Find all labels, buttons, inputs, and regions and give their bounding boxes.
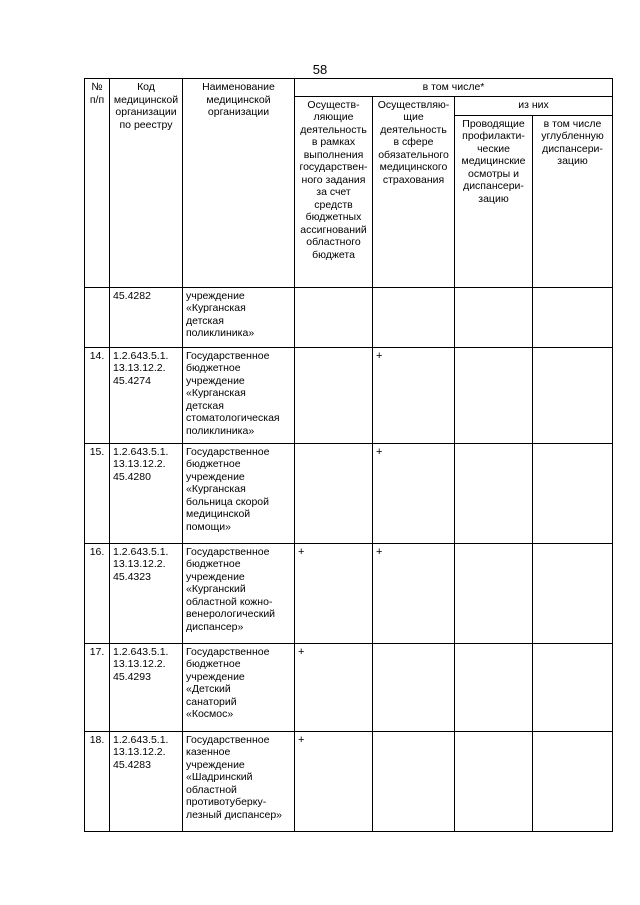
org-name-line: «Детский <box>186 683 231 695</box>
row-number: 17. <box>85 643 110 731</box>
row-number: 15. <box>85 443 110 543</box>
org-name <box>183 543 295 643</box>
org-code-line: 1.2.643.5.1. <box>113 545 169 558</box>
table-row <box>85 643 613 731</box>
preventive-mark <box>455 731 533 831</box>
row-number: 16. <box>85 543 110 643</box>
org-name <box>183 443 295 543</box>
org-code-line: 45.4282 <box>113 289 151 302</box>
org-name-line: учреждение <box>186 374 245 387</box>
oms-mark: + <box>373 347 455 443</box>
org-code-line: 45.4293 <box>113 670 151 683</box>
org-name-line: Государственное <box>186 445 270 458</box>
table-body <box>85 287 613 831</box>
org-code <box>110 643 183 731</box>
org-name-line: бюджетное <box>186 362 241 374</box>
budget-mark: + <box>295 731 373 831</box>
org-name-line: бюджетное <box>186 458 241 470</box>
org-code <box>110 543 183 643</box>
org-code-line: 45.4274 <box>113 374 151 387</box>
org-code-line: 1.2.643.5.1. <box>113 349 169 362</box>
row-number <box>85 287 110 347</box>
org-code-line: 1.2.643.5.1. <box>113 733 169 746</box>
org-name-line: Государственное <box>186 645 270 658</box>
registry-table <box>84 78 613 832</box>
in-depth-mark <box>533 543 613 643</box>
header-code: Код медицинской организации по реестру <box>110 79 183 288</box>
preventive-mark <box>455 443 533 543</box>
org-code-line: 1.2.643.5.1. <box>113 645 169 658</box>
org-code-line: 13.13.12.2. <box>113 746 166 758</box>
header-oms: Осуществляю-щие деятельность в сфере обязательного медицинского страхования <box>373 96 455 287</box>
org-name-line: учреждение <box>186 758 245 771</box>
header-including: в том числе* <box>295 79 613 97</box>
org-name <box>183 731 295 831</box>
table-row <box>85 731 613 831</box>
org-name-line: «Космос» <box>186 708 234 720</box>
org-code-line: 13.13.12.2. <box>113 658 166 670</box>
org-name-line: учреждение <box>186 470 245 483</box>
org-name-line: «Курганская <box>186 387 246 399</box>
org-code-line: 45.4283 <box>113 758 151 771</box>
org-name-line: областной кожно- <box>186 595 273 608</box>
org-name-line: диспансер» <box>186 620 244 633</box>
org-code-line: 1.2.643.5.1. <box>113 445 169 458</box>
org-code-line: 45.4280 <box>113 470 151 483</box>
org-name-line: стоматологическая <box>186 412 280 424</box>
org-name <box>183 643 295 731</box>
oms-mark: + <box>373 443 455 543</box>
org-name-line: детская <box>186 314 224 327</box>
preventive-mark <box>455 643 533 731</box>
org-name-line: поликлиника» <box>186 424 255 437</box>
org-name-line: противотуберку- <box>186 796 267 808</box>
org-name-line: лезный диспансер» <box>186 808 283 821</box>
org-code-line: 13.13.12.2. <box>113 458 166 470</box>
org-name-line: «Курганский <box>186 583 246 595</box>
oms-mark <box>373 643 455 731</box>
org-name-line: казенное <box>186 746 231 758</box>
org-code-line: 13.13.12.2. <box>113 558 166 570</box>
header-num: № п/п <box>85 79 110 288</box>
budget-mark <box>295 347 373 443</box>
org-name-line: «Курганская <box>186 302 246 314</box>
org-name-line: детская <box>186 399 224 412</box>
org-name-line: учреждение <box>186 570 245 583</box>
table-row <box>85 443 613 543</box>
org-name-line: учреждение <box>186 289 245 302</box>
org-code-line: 45.4323 <box>113 570 151 583</box>
header-name: Наименование медицинской организации <box>183 79 295 288</box>
preventive-mark <box>455 543 533 643</box>
org-name-line: Государственное <box>186 733 270 746</box>
in-depth-mark <box>533 643 613 731</box>
org-name-line: санаторий <box>186 695 237 708</box>
page-number: 58 <box>312 62 328 77</box>
budget-mark <box>295 287 373 347</box>
table-row <box>85 287 613 347</box>
in-depth-mark <box>533 347 613 443</box>
org-code <box>110 287 183 347</box>
org-code <box>110 731 183 831</box>
org-code <box>110 347 183 443</box>
in-depth-mark <box>533 443 613 543</box>
org-code-line: 13.13.12.2. <box>113 362 166 374</box>
budget-mark: + <box>295 643 373 731</box>
org-name-line: Государственное <box>186 349 270 362</box>
org-name-line: медицинской <box>186 508 251 520</box>
org-name <box>183 347 295 443</box>
oms-mark <box>373 731 455 831</box>
row-number: 18. <box>85 731 110 831</box>
table-row <box>85 347 613 443</box>
table-header <box>85 79 613 288</box>
org-name-line: «Курганская <box>186 483 246 495</box>
budget-mark <box>295 443 373 543</box>
org-name-line: «Шадринский <box>186 771 253 783</box>
oms-mark <box>373 287 455 347</box>
header-in-depth: в том числе углубленную диспансери-зацию <box>533 115 613 287</box>
oms-mark: + <box>373 543 455 643</box>
org-name-line: помощи» <box>186 520 231 533</box>
budget-mark: + <box>295 543 373 643</box>
org-name <box>183 287 295 347</box>
header-preventive-exams: Проводящие профилакти-ческие медицинские осмотры и диспансери-зацию <box>455 115 533 287</box>
row-number: 14. <box>85 347 110 443</box>
org-name-line: бюджетное <box>186 558 241 570</box>
preventive-mark <box>455 347 533 443</box>
org-name-line: больница скорой <box>186 495 270 508</box>
in-depth-mark <box>533 731 613 831</box>
preventive-mark <box>455 287 533 347</box>
header-of-them: из них <box>455 96 613 115</box>
org-name-line: учреждение <box>186 670 245 683</box>
org-name-line: Государственное <box>186 545 270 558</box>
table-row <box>85 543 613 643</box>
org-code <box>110 443 183 543</box>
org-name-line: поликлиника» <box>186 327 255 339</box>
org-name-line: венерологический <box>186 608 276 620</box>
header-budget: Осуществ-ляющие деятельность в рамках выполнения государствен-ного задания за счет средств бюджетных ассигнований областного бюджета <box>295 96 373 287</box>
org-name-line: бюджетное <box>186 658 241 670</box>
in-depth-mark <box>533 287 613 347</box>
org-name-line: областной <box>186 783 237 796</box>
